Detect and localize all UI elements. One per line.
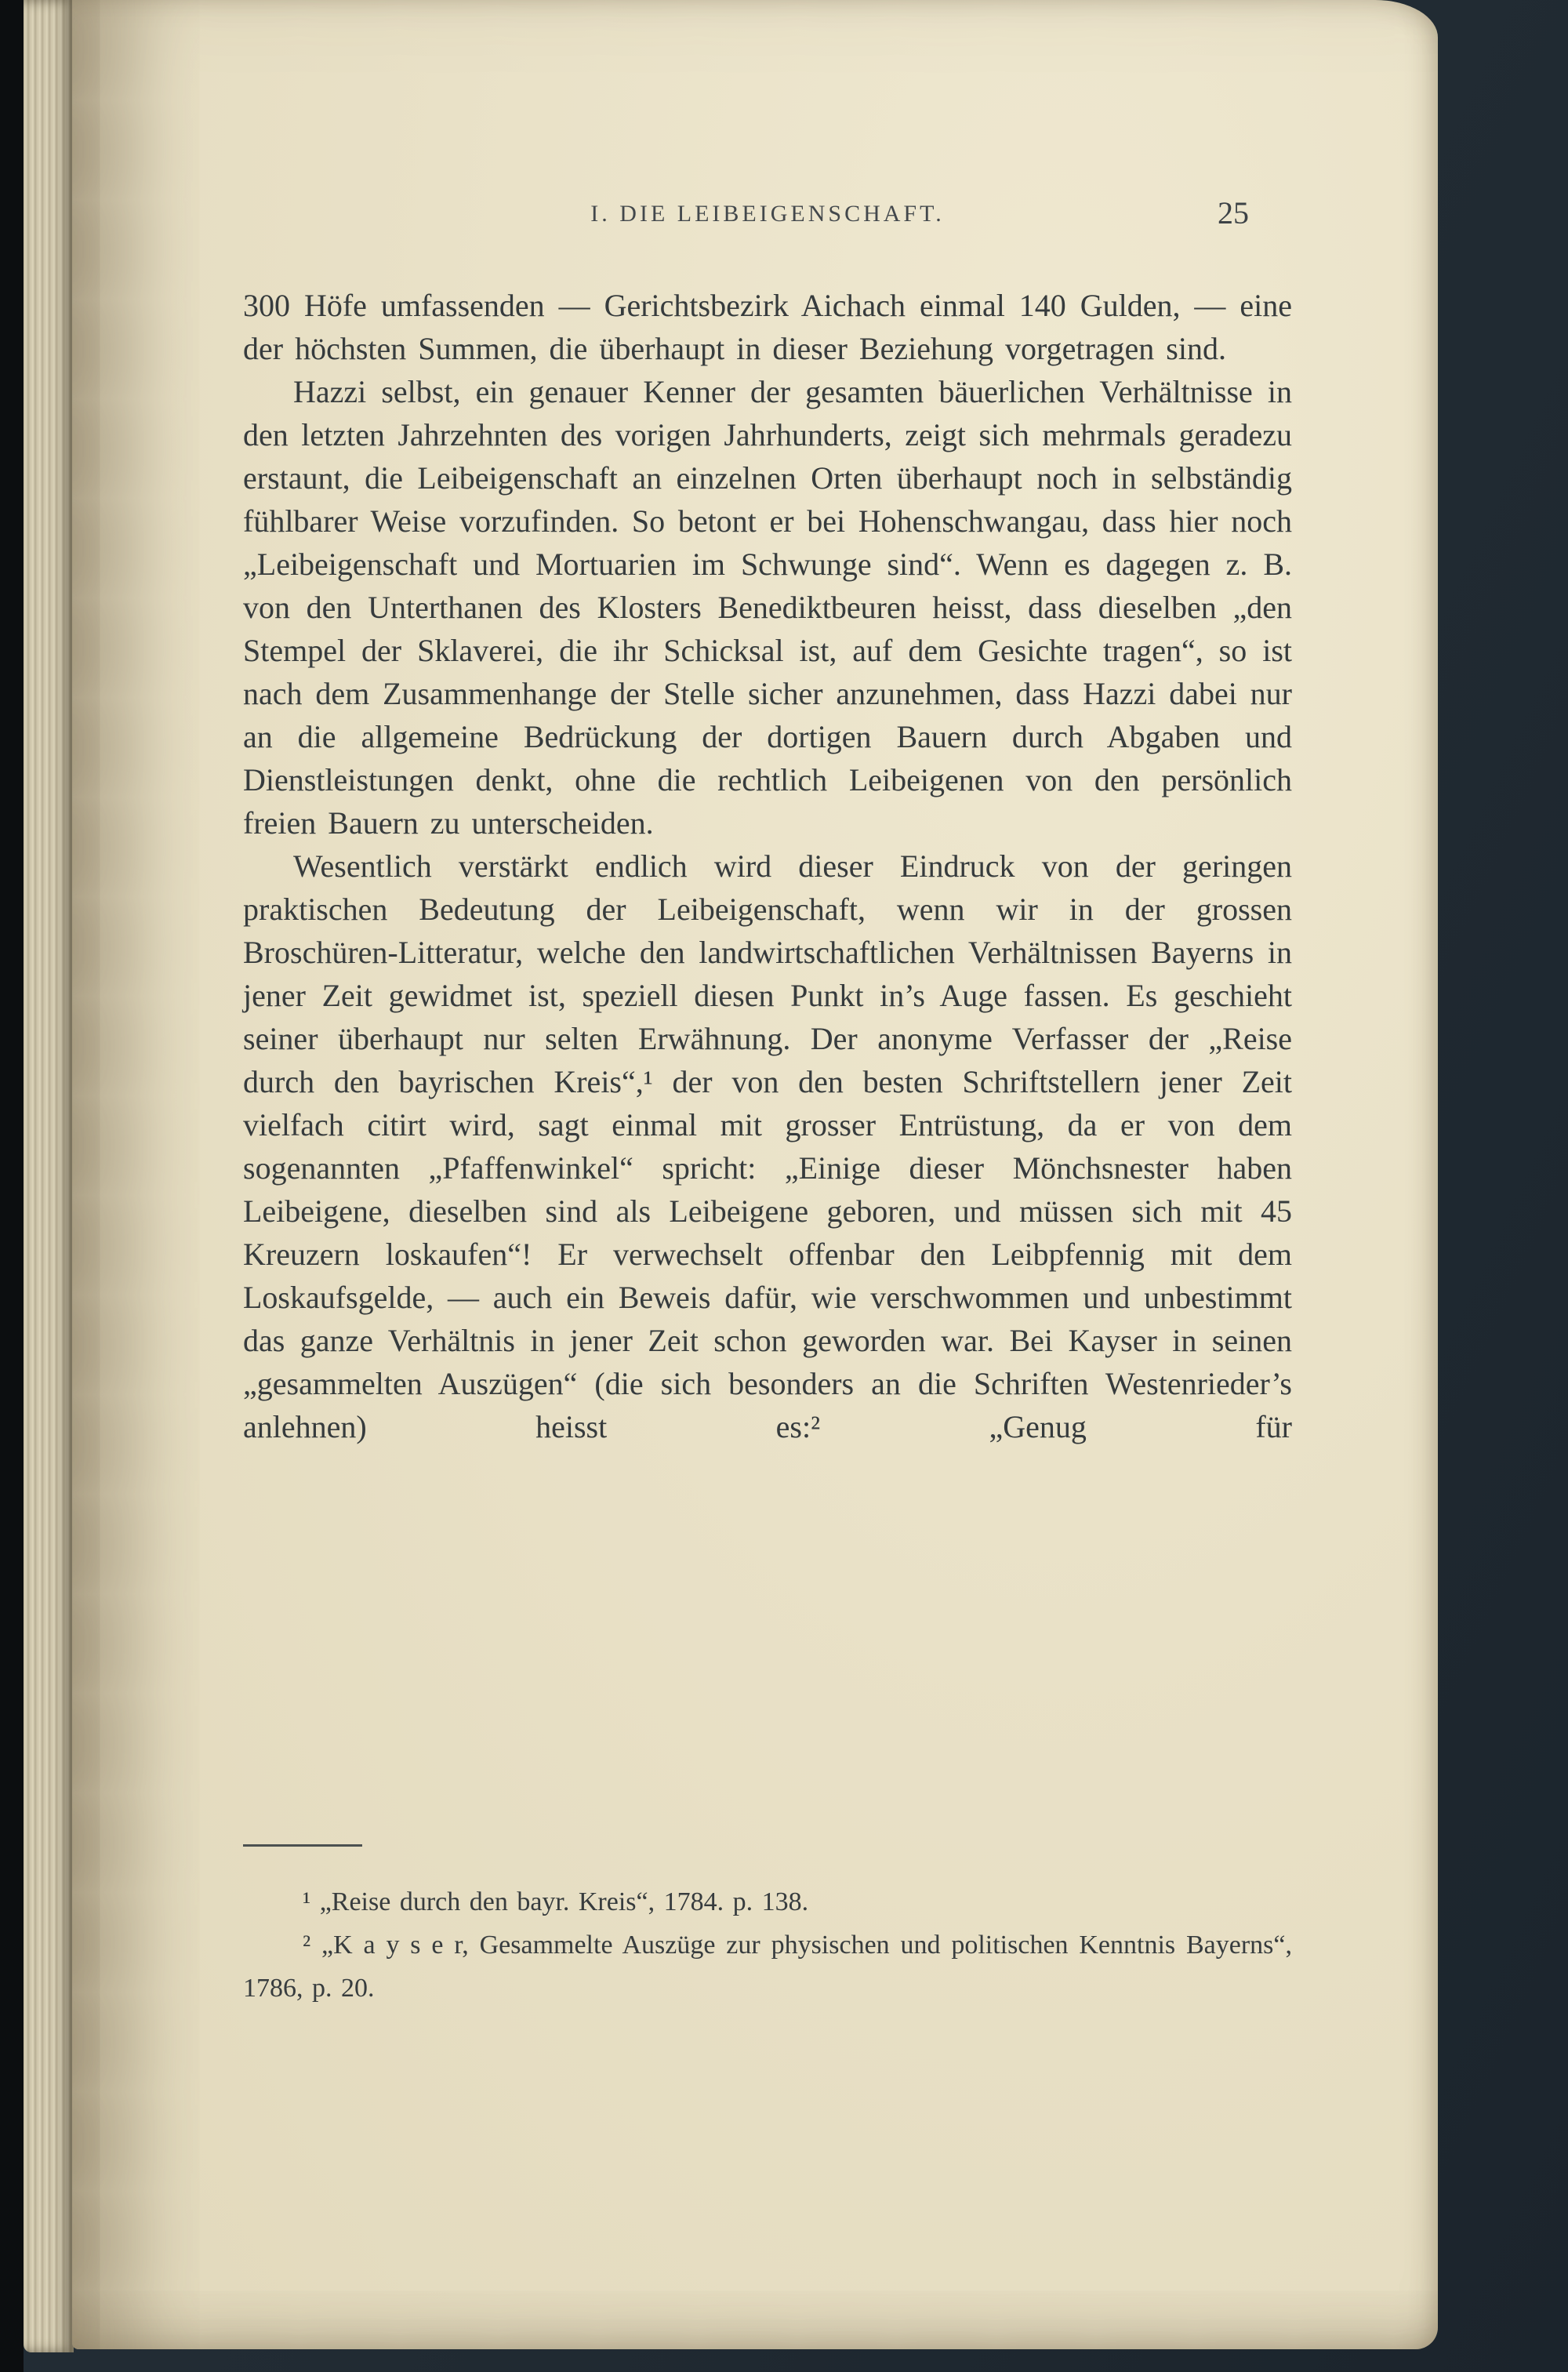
book-page	[72, 0, 1438, 2349]
footnotes-block	[243, 1880, 1292, 2010]
body-paragraph: Hazzi selbst, ein genauer Kenner der gesamten bäuerlichen Verhältnisse in den letzten Jahrzehnten des vorigen Jahrhunderts, zeigt sich mehrmals geradezu erstaunt, die Leibeigenschaft an einzelnen Orten überhaupt noch in selbständig fühlbarer Weise vorzufinden. So betont er bei Hohenschwangau, dass hier noch „Leibeigenschaft und Mortuarien im Schwunge sind“. Wenn es dagegen z. B. von den Unterthanen des Klosters Benediktbeuren heisst, dass dieselben „den Stempel der Sklaverei, die ihr Schicksal ist, auf dem Gesichte tragen“, so ist nach dem Zusammenhange der Stelle sicher anzunehmen, dass Hazzi dabei nur an die allgemeine Bedrückung der dortigen Bauern durch Abgaben und Dienstleistungen denkt, ohne die rechtlich Leibeigenen von den persönlich freien Bauern zu unterscheiden.	[243, 374, 1292, 841]
body-paragraph: Wesentlich verstärkt endlich wird dieser Eindruck von der geringen praktischen Bedeutung der Leibeigenschaft, wenn wir in der grossen Broschüren-Litteratur, welche den landwirtschaftlichen Verhältnissen Bayerns in jener Zeit gewidmet ist, speziell diesen Punkt in’s Auge fassen. Es geschieht seiner überhaupt nur selten Erwähnung. Der anonyme Verfasser der „Reise durch den bayrischen Kreis“,¹ der von den besten Schriftstellern jener Zeit vielfach citirt wird, sagt einmal mit grosser Entrüstung, da er von dem sogenannten „Pfaffenwinkel“ spricht: „Einige dieser Mönchsnester haben Leibeigene, dieselben sind als Leibeigene geboren, und müssen sich mit 45 Kreuzern loskaufen“! Er verwechselt offenbar den Leibpfennig mit dem Loskaufsgelde, — auch ein Beweis dafür, wie verschwommen und unbestimmt das ganze Verhältnis in jener Zeit schon geworden war. Bei Kayser in seinen „gesammelten Auszügen“ (die sich besonders an die Schriften Westenrieder’s anlehnen) heisst es:² „Genug für	[243, 848, 1292, 1444]
footnote: ¹ „Reise durch den bayr. Kreis“, 1784. p. 138.	[303, 1887, 809, 1916]
page-number: 25	[1218, 195, 1249, 231]
body-text-block	[243, 284, 1292, 1448]
book-spine-shadow	[0, 0, 24, 2372]
running-title: I. DIE LEIBEIGENSCHAFT.	[590, 201, 945, 227]
footnote-separator-rule	[243, 1844, 362, 1847]
stacked-page-edges	[24, 0, 74, 2352]
body-paragraph: 300 Höfe umfassenden — Gerichtsbezirk Aichach einmal 140 Gulden, — eine der höchsten Summen, die überhaupt in dieser Beziehung vorgetragen sind.	[243, 288, 1292, 366]
footnote: ² „K a y s e r, Gesammelte Auszüge zur physischen und politischen Kenntnis Bayerns“, 1786, p. 20.	[243, 1931, 1292, 2003]
running-header	[243, 195, 1292, 231]
